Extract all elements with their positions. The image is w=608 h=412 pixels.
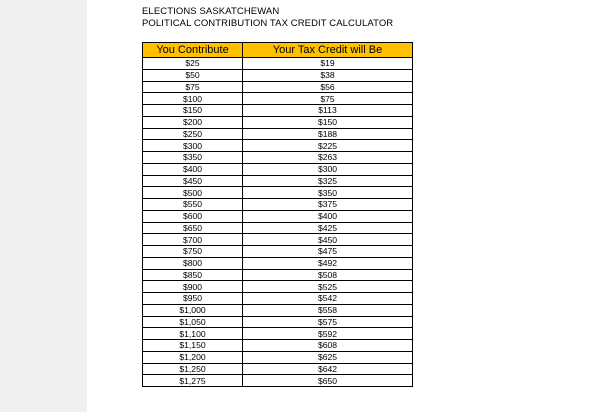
table-row bbox=[143, 316, 413, 328]
contribution-cell: $150 bbox=[143, 105, 243, 117]
contribution-cell: $400 bbox=[143, 163, 243, 175]
contribution-cell: $1,275 bbox=[143, 375, 243, 387]
tax-credit-cell: $56 bbox=[243, 81, 413, 93]
table-row bbox=[143, 187, 413, 199]
table-row bbox=[143, 234, 413, 246]
tax-credit-cell: $492 bbox=[243, 257, 413, 269]
contribution-cell: $1,150 bbox=[143, 340, 243, 352]
tax-credit-cell: $475 bbox=[243, 246, 413, 258]
contribution-cell: $100 bbox=[143, 93, 243, 105]
tax-credit-cell: $650 bbox=[243, 375, 413, 387]
tax-credit-cell: $300 bbox=[243, 163, 413, 175]
table-row bbox=[143, 246, 413, 258]
contribution-cell: $25 bbox=[143, 58, 243, 70]
document-heading bbox=[142, 6, 393, 30]
table-row bbox=[143, 116, 413, 128]
tax-credit-cell: $508 bbox=[243, 269, 413, 281]
table-row bbox=[143, 199, 413, 211]
table-header-row bbox=[143, 43, 413, 58]
contribution-cell: $750 bbox=[143, 246, 243, 258]
tax-credit-cell: $450 bbox=[243, 234, 413, 246]
tax-credit-cell: $225 bbox=[243, 140, 413, 152]
contribution-cell: $650 bbox=[143, 222, 243, 234]
tax-credit-cell: $188 bbox=[243, 128, 413, 140]
heading-line-organization: ELECTIONS SASKATCHEWAN bbox=[142, 6, 280, 17]
contribution-cell: $500 bbox=[143, 187, 243, 199]
tax-credit-cell: $400 bbox=[243, 210, 413, 222]
contribution-cell: $50 bbox=[143, 69, 243, 81]
contribution-cell: $1,200 bbox=[143, 351, 243, 363]
heading-line-title: POLITICAL CONTRIBUTION TAX CREDIT CALCULATOR bbox=[142, 18, 394, 29]
table-row bbox=[143, 128, 413, 140]
table-row bbox=[143, 152, 413, 164]
contribution-cell: $1,100 bbox=[143, 328, 243, 340]
table-row bbox=[143, 163, 413, 175]
contribution-cell: $550 bbox=[143, 199, 243, 211]
tax-credit-cell: $558 bbox=[243, 304, 413, 316]
tax-credit-cell: $19 bbox=[243, 58, 413, 70]
tax-credit-cell: $263 bbox=[243, 152, 413, 164]
contribution-cell: $75 bbox=[143, 81, 243, 93]
tax-credit-cell: $38 bbox=[243, 69, 413, 81]
contribution-cell: $1,000 bbox=[143, 304, 243, 316]
tax-credit-cell: $642 bbox=[243, 363, 413, 375]
table-row bbox=[143, 81, 413, 93]
contribution-cell: $300 bbox=[143, 140, 243, 152]
tax-credit-cell: $350 bbox=[243, 187, 413, 199]
table-row bbox=[143, 58, 413, 70]
tax-credit-cell: $113 bbox=[243, 105, 413, 117]
contribution-cell: $350 bbox=[143, 152, 243, 164]
tax-credit-cell: $542 bbox=[243, 293, 413, 305]
tax-credit-cell: $425 bbox=[243, 222, 413, 234]
tax-credit-cell: $75 bbox=[243, 93, 413, 105]
table-row bbox=[143, 140, 413, 152]
table-row bbox=[143, 69, 413, 81]
header-tax-credit: Your Tax Credit will Be bbox=[243, 43, 413, 58]
contribution-cell: $1,050 bbox=[143, 316, 243, 328]
table-row bbox=[143, 340, 413, 352]
contribution-cell: $900 bbox=[143, 281, 243, 293]
contribution-cell: $250 bbox=[143, 128, 243, 140]
tax-credit-cell: $625 bbox=[243, 351, 413, 363]
tax-credit-cell: $575 bbox=[243, 316, 413, 328]
contribution-cell: $1,250 bbox=[143, 363, 243, 375]
table-row bbox=[143, 210, 413, 222]
table-row bbox=[143, 293, 413, 305]
contribution-cell: $950 bbox=[143, 293, 243, 305]
table-row bbox=[143, 175, 413, 187]
tax-credit-cell: $375 bbox=[243, 199, 413, 211]
contribution-cell: $450 bbox=[143, 175, 243, 187]
tax-credit-cell: $592 bbox=[243, 328, 413, 340]
table-row bbox=[143, 304, 413, 316]
table-row bbox=[143, 375, 413, 387]
table-row bbox=[143, 363, 413, 375]
contribution-cell: $850 bbox=[143, 269, 243, 281]
table-row bbox=[143, 351, 413, 363]
contribution-cell: $700 bbox=[143, 234, 243, 246]
table-row bbox=[143, 328, 413, 340]
table-row bbox=[143, 93, 413, 105]
tax-credit-cell: $150 bbox=[243, 116, 413, 128]
contribution-cell: $800 bbox=[143, 257, 243, 269]
tax-credit-cell: $525 bbox=[243, 281, 413, 293]
table-row bbox=[143, 281, 413, 293]
tax-credit-cell: $325 bbox=[243, 175, 413, 187]
table-row bbox=[143, 222, 413, 234]
contribution-cell: $600 bbox=[143, 210, 243, 222]
table-row bbox=[143, 269, 413, 281]
tax-credit-table bbox=[142, 42, 413, 387]
tax-credit-cell: $608 bbox=[243, 340, 413, 352]
header-you-contribute: You Contribute bbox=[143, 43, 243, 58]
contribution-cell: $200 bbox=[143, 116, 243, 128]
table-row bbox=[143, 105, 413, 117]
table-row bbox=[143, 257, 413, 269]
